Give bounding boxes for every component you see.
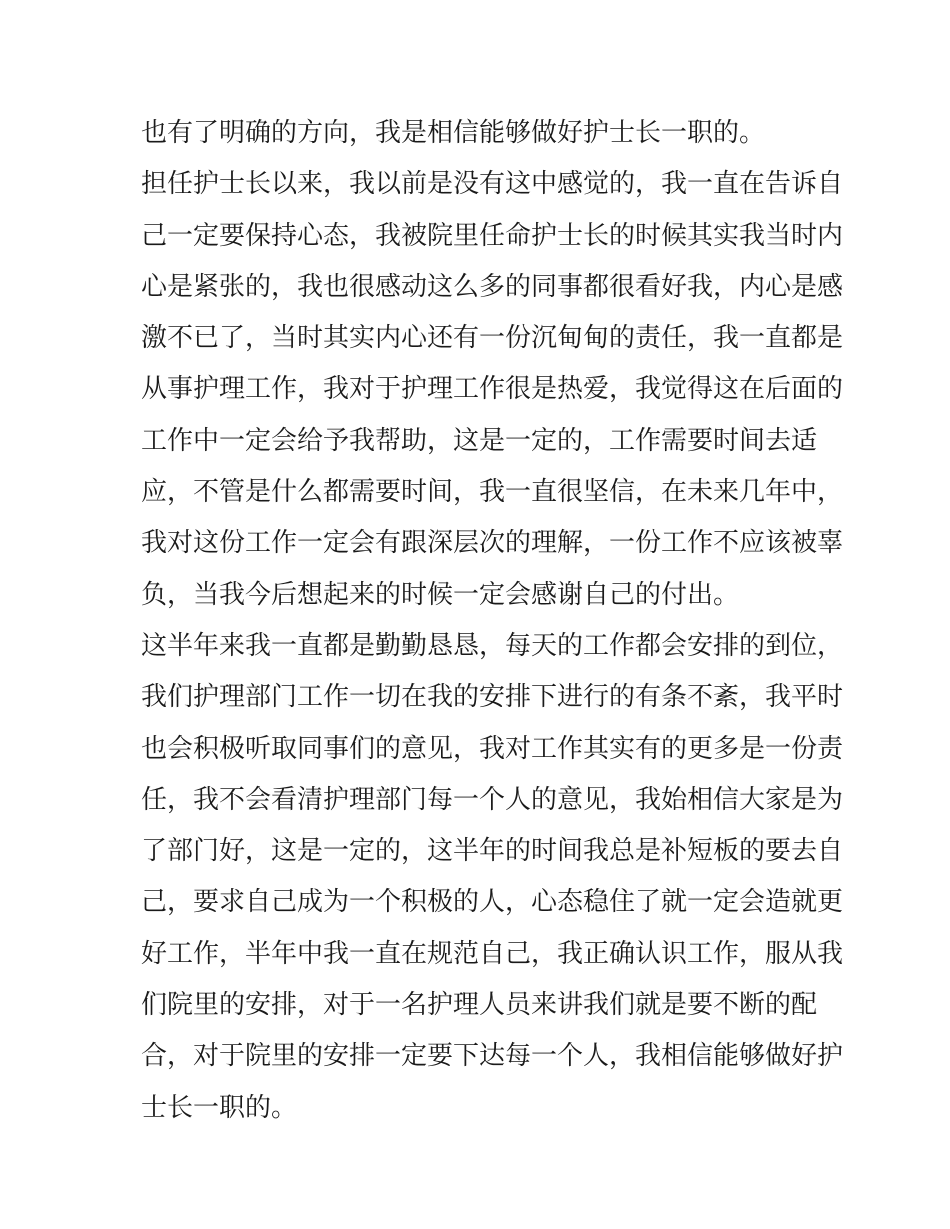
text-line: 也有了明确的方向，我是相信能够做好护士长一职的。 <box>141 118 766 148</box>
text-line: 负，当我今后想起来的时候一定会感谢自己的付出。 <box>141 579 740 610</box>
text-line: 己一定要保持心态，我被院里任命护士长的时候其实我当时内 <box>141 220 844 251</box>
text-line: 担任护士长以来，我以前是没有这中感觉的，我一直在告诉自 <box>141 169 844 200</box>
text-line: 心是紧张的，我也很感动这么多的同事都很看好我，内心是感 <box>141 271 844 302</box>
text-line: 合，对于院里的安排一定要下达每一个人，我相信能够做好护 <box>141 1041 844 1072</box>
text-line: 从事护理工作，我对于护理工作很是热爱，我觉得这在后面的 <box>141 374 844 405</box>
text-line: 工作中一定会给予我帮助，这是一定的，工作需要时间去适 <box>141 425 818 456</box>
text-line: 士长一职的。 <box>141 1092 298 1123</box>
text-line: 激不已了，当时其实内心还有一份沉甸甸的责任，我一直都是 <box>141 323 844 354</box>
text-line: 我对这份工作一定会有跟深层次的理解，一份工作不应该被辜 <box>141 528 844 559</box>
text-line: 也会积极听取同事们的意见，我对工作其实有的更多是一份责 <box>141 733 844 764</box>
text-line: 们院里的安排，对于一名护理人员来讲我们就是要不断的配 <box>141 990 818 1021</box>
text-line: 好工作，半年中我一直在规范自己，我正确认识工作，服从我 <box>141 938 844 969</box>
text-line: 任，我不会看清护理部门每一个人的意见，我始相信大家是为 <box>141 784 844 815</box>
text-line: 这半年来我一直都是勤勤恳恳，每天的工作都会安排的到位， <box>141 630 844 661</box>
text-line: 了部门好，这是一定的，这半年的时间我总是补短板的要去自 <box>141 836 844 867</box>
text-line: 应，不管是什么都需要时间，我一直很坚信，在未来几年中， <box>141 477 844 508</box>
body-text <box>141 108 844 1134</box>
text-line: 我们护理部门工作一切在我的安排下进行的有条不紊，我平时 <box>141 682 844 713</box>
text-line: 己，要求自己成为一个积极的人，心态稳住了就一定会造就更 <box>141 887 844 918</box>
